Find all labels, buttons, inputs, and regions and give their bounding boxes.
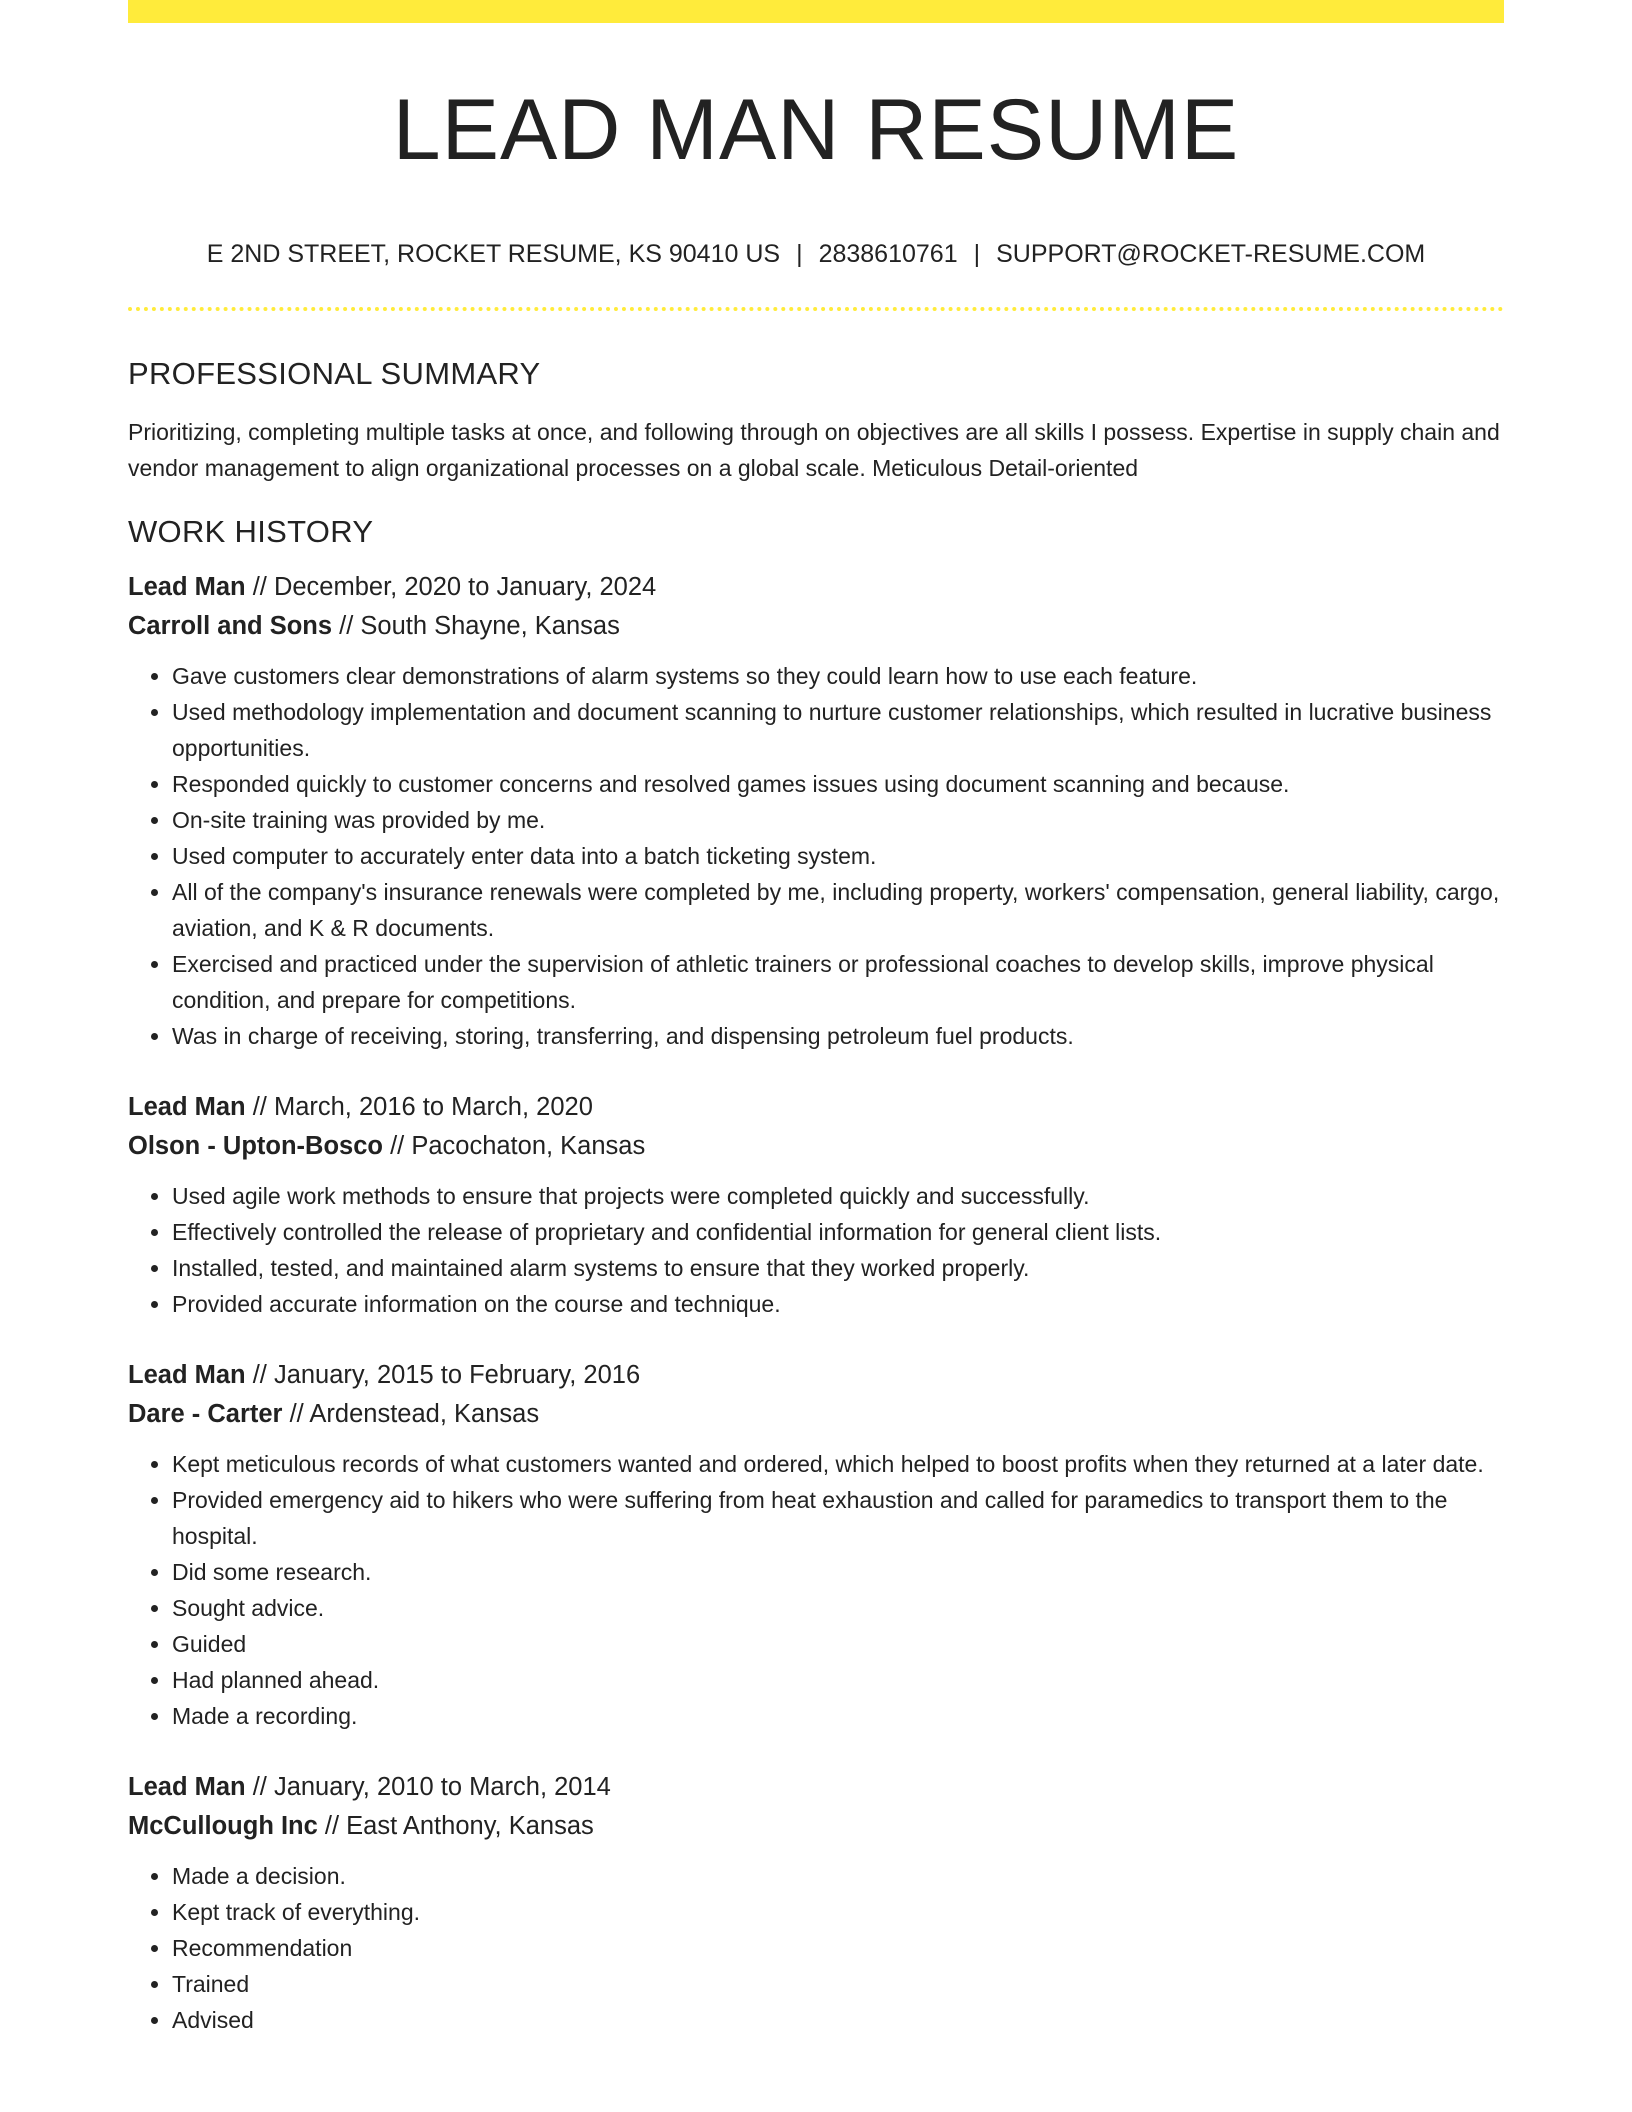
job-entry: [128, 1768, 1504, 2038]
job-company: Carroll and Sons: [128, 612, 333, 640]
job-bullet: • Sought advice.: [172, 1590, 1504, 1626]
job-bullet: • Made a recording.: [172, 1698, 1504, 1734]
job-bullet: • Installed, tested, and maintained alarm systems to ensure that they worked properly.: [172, 1250, 1504, 1286]
contact-separator: |: [796, 240, 803, 268]
job-company-line: [128, 1807, 1504, 1846]
job-bullet: • Provided accurate information on the course and technique.: [172, 1286, 1504, 1322]
contact-email: SUPPORT@ROCKET-RESUME.COM: [996, 240, 1426, 268]
job-company-line: [128, 607, 1504, 646]
job-location: // Ardenstead, Kansas: [282, 1400, 540, 1428]
job-title-line: [128, 1356, 1504, 1395]
job-bullet-list: [128, 1446, 1504, 1734]
job-company: Olson - Upton-Bosco: [128, 1132, 383, 1160]
job-bullet: • Provided emergency aid to hikers who were suffering from heat exhaustion and called for paramedics to transport them to the hospital.: [172, 1482, 1504, 1554]
job-bullet-list: [128, 658, 1504, 1054]
job-bullet: • Had planned ahead.: [172, 1662, 1504, 1698]
job-bullet: • Was in charge of receiving, storing, transferring, and dispensing petroleum fuel products.: [172, 1018, 1504, 1054]
job-bullet: • Effectively controlled the release of proprietary and confidential information for general client lists.: [172, 1214, 1504, 1250]
job-role: Lead Man: [128, 573, 246, 601]
contact-separator: |: [973, 240, 981, 268]
job-entry: [128, 1356, 1504, 1734]
resume-body: [128, 352, 1504, 2038]
job-bullet: • Made a decision.: [172, 1858, 1504, 1894]
job-title-line: [128, 1088, 1504, 1127]
job-bullet: • Advised: [172, 2002, 1504, 2038]
job-title-line: [128, 568, 1504, 607]
job-bullet: • Trained: [172, 1966, 1504, 2002]
job-role: Lead Man: [128, 1773, 246, 1801]
resume-title: LEAD MAN RESUME: [392, 82, 1240, 178]
job-company-line: [128, 1127, 1504, 1166]
job-role: Lead Man: [128, 1361, 246, 1389]
summary-heading: PROFESSIONAL SUMMARY: [128, 356, 541, 391]
job-company-line: [128, 1395, 1504, 1434]
job-dates: // January, 2010 to March, 2014: [245, 1773, 611, 1801]
job-bullet: • Used agile work methods to ensure that projects were completed quickly and successfully.: [172, 1178, 1504, 1214]
job-dates: // December, 2020 to January, 2024: [245, 573, 657, 601]
job-company: McCullough Inc: [128, 1812, 318, 1840]
contact-phone: 2838610761: [818, 240, 958, 268]
job-location: // East Anthony, Kansas: [317, 1812, 594, 1840]
job-company: Dare - Carter: [128, 1400, 283, 1428]
job-dates: // January, 2015 to February, 2016: [245, 1361, 641, 1389]
job-bullet: • On-site training was provided by me.: [172, 802, 1504, 838]
job-entry: [128, 568, 1504, 1054]
job-title-line: [128, 1768, 1504, 1807]
dotted-divider: [128, 307, 1504, 311]
job-bullet-list: [128, 1858, 1504, 2038]
job-bullet: • All of the company's insurance renewals were completed by me, including property, workers' compensation, general liability, cargo, aviation, and K & R documents.: [172, 874, 1504, 946]
job-bullet: • Exercised and practiced under the supervision of athletic trainers or professional coaches to develop skills, improve physical condition, and prepare for competitions.: [172, 946, 1504, 1018]
work-history-heading: WORK HISTORY: [128, 514, 374, 549]
job-dates: // March, 2016 to March, 2020: [245, 1093, 593, 1121]
job-bullet: • Kept track of everything.: [172, 1894, 1504, 1930]
job-bullet: • Gave customers clear demonstrations of alarm systems so they could learn how to use each feature.: [172, 658, 1504, 694]
summary-text: Prioritizing, completing multiple tasks at once, and following through on objectives are all skills I possess. Expertise in supply chain and vendor management to align organizational processes on a global scale. Meticulous Detail-oriented: [128, 419, 1500, 481]
job-bullet: • Used methodology implementation and document scanning to nurture customer relationships, which resulted in lucrative business opportunities.: [172, 694, 1504, 766]
job-location: // Pacochaton, Kansas: [382, 1132, 646, 1160]
job-bullet: • Used computer to accurately enter data into a batch ticketing system.: [172, 838, 1504, 874]
job-bullet: • Guided: [172, 1626, 1504, 1662]
job-entry: [128, 1088, 1504, 1322]
job-bullet: • Kept meticulous records of what customers wanted and ordered, which helped to boost profits when they returned at a later date.: [172, 1446, 1504, 1482]
job-bullet: • Recommendation: [172, 1930, 1504, 1966]
accent-top-bar: [128, 0, 1504, 23]
job-location: // South Shayne, Kansas: [332, 612, 620, 640]
contact-line: [128, 236, 1504, 272]
work-history-list: [128, 568, 1504, 2038]
job-bullet: • Responded quickly to customer concerns and resolved games issues using document scanning and because.: [172, 766, 1504, 802]
job-bullet-list: [128, 1178, 1504, 1322]
job-role: Lead Man: [128, 1093, 246, 1121]
contact-address: E 2ND STREET, ROCKET RESUME, KS 90410 US: [206, 240, 781, 268]
job-bullet: • Did some research.: [172, 1554, 1504, 1590]
